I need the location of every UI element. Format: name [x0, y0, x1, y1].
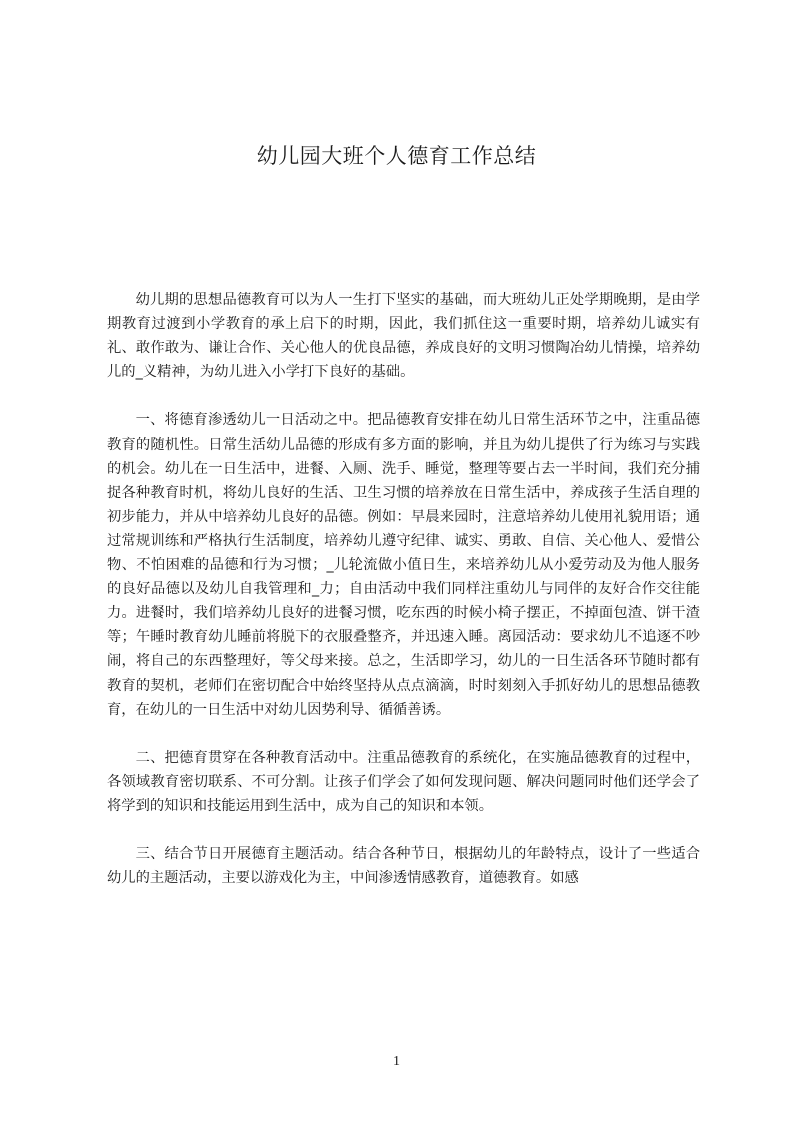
paragraph-section-3: 三、结合节日开展德育主题活动。结合各种节日，根据幼儿的年龄特点，设计了一些适合幼儿的主题活动，主要以游戏化为主，中间渗透情感教育，道德教育。如感: [107, 846, 700, 887]
page-number: 1: [393, 1054, 400, 1069]
paragraph-section-2: 二、把德育贯穿在各种教育活动中。注重品德教育的系统化，在实施品德教育的过程中，各领域教育密切联系、不可分割。让孩子们学会了如何发现问题、解决问题同时他们还学会了将学到的知识和技能运用到生活中，成为自己的知识和本领。: [107, 749, 700, 814]
paragraph-intro: 幼儿期的思想品德教育可以为人一生打下坚实的基础，而大班幼儿正处学期晚期，是由学期教育过渡到小学教育的承上启下的时期，因此，我们抓住这一重要时期，培养幼儿诚实有礼、敢作敢为、谦让合作、关心他人的优良品德，养成良好的文明习惯陶冶幼儿情操，培养幼儿的_义精神，为幼儿进入小学打下良好的基础。: [107, 292, 700, 381]
document-body: [107, 288, 700, 914]
document-title: 幼儿园大班个人德育工作总结: [256, 144, 537, 168]
paragraph-section-1: 一、将德育渗透幼儿一日活动之中。把品德教育安排在幼儿日常生活环节之中，注重品德教育的随机性。日常生活幼儿品德的形成有多方面的影响，并且为幼儿提供了行为练习与实践的机会。幼儿在一日生活中，进餐、入厕、洗手、睡觉，整理等要占去一半时间，我们充分捕捉各种教育时机，将幼儿良好的生活、卫生习惯的培养放在日常生活中，养成孩子生活自理的初步能力，并从中培养幼儿良好的品德。例如：早晨来园时，注意培养幼儿使用礼貌用语；通过常规训练和严格执行生活制度，培养幼儿遵守纪律、诚实、勇敢、自信、关心他人、爱惜公物、不怕困难的品德和行为习惯；_儿轮流做小值日生，来培养幼儿从小爱劳动及为他人服务的良好品德以及幼儿自我管理和_力；自由活动中我们同样注重幼儿与同伴的友好合作交往能力。进餐时，我们培养幼儿良好的进餐习惯，吃东西的时候小椅子摆正，不掉面包渣、饼干渣等；午睡时教育幼儿睡前将脱下的衣服叠整齐，并迅速入睡。离园活动：要求幼儿不追逐不吵闹，将自己的东西整理好，等父母来接。总之，生活即学习，幼儿的一日生活各环节随时都有教育的契机，老师们在密切配合中始终坚持从点点滴滴，时时刻刻入手抓好幼儿的思想品德教育，在幼儿的一日生活中对幼儿因势利导、循循善诱。: [107, 412, 700, 718]
